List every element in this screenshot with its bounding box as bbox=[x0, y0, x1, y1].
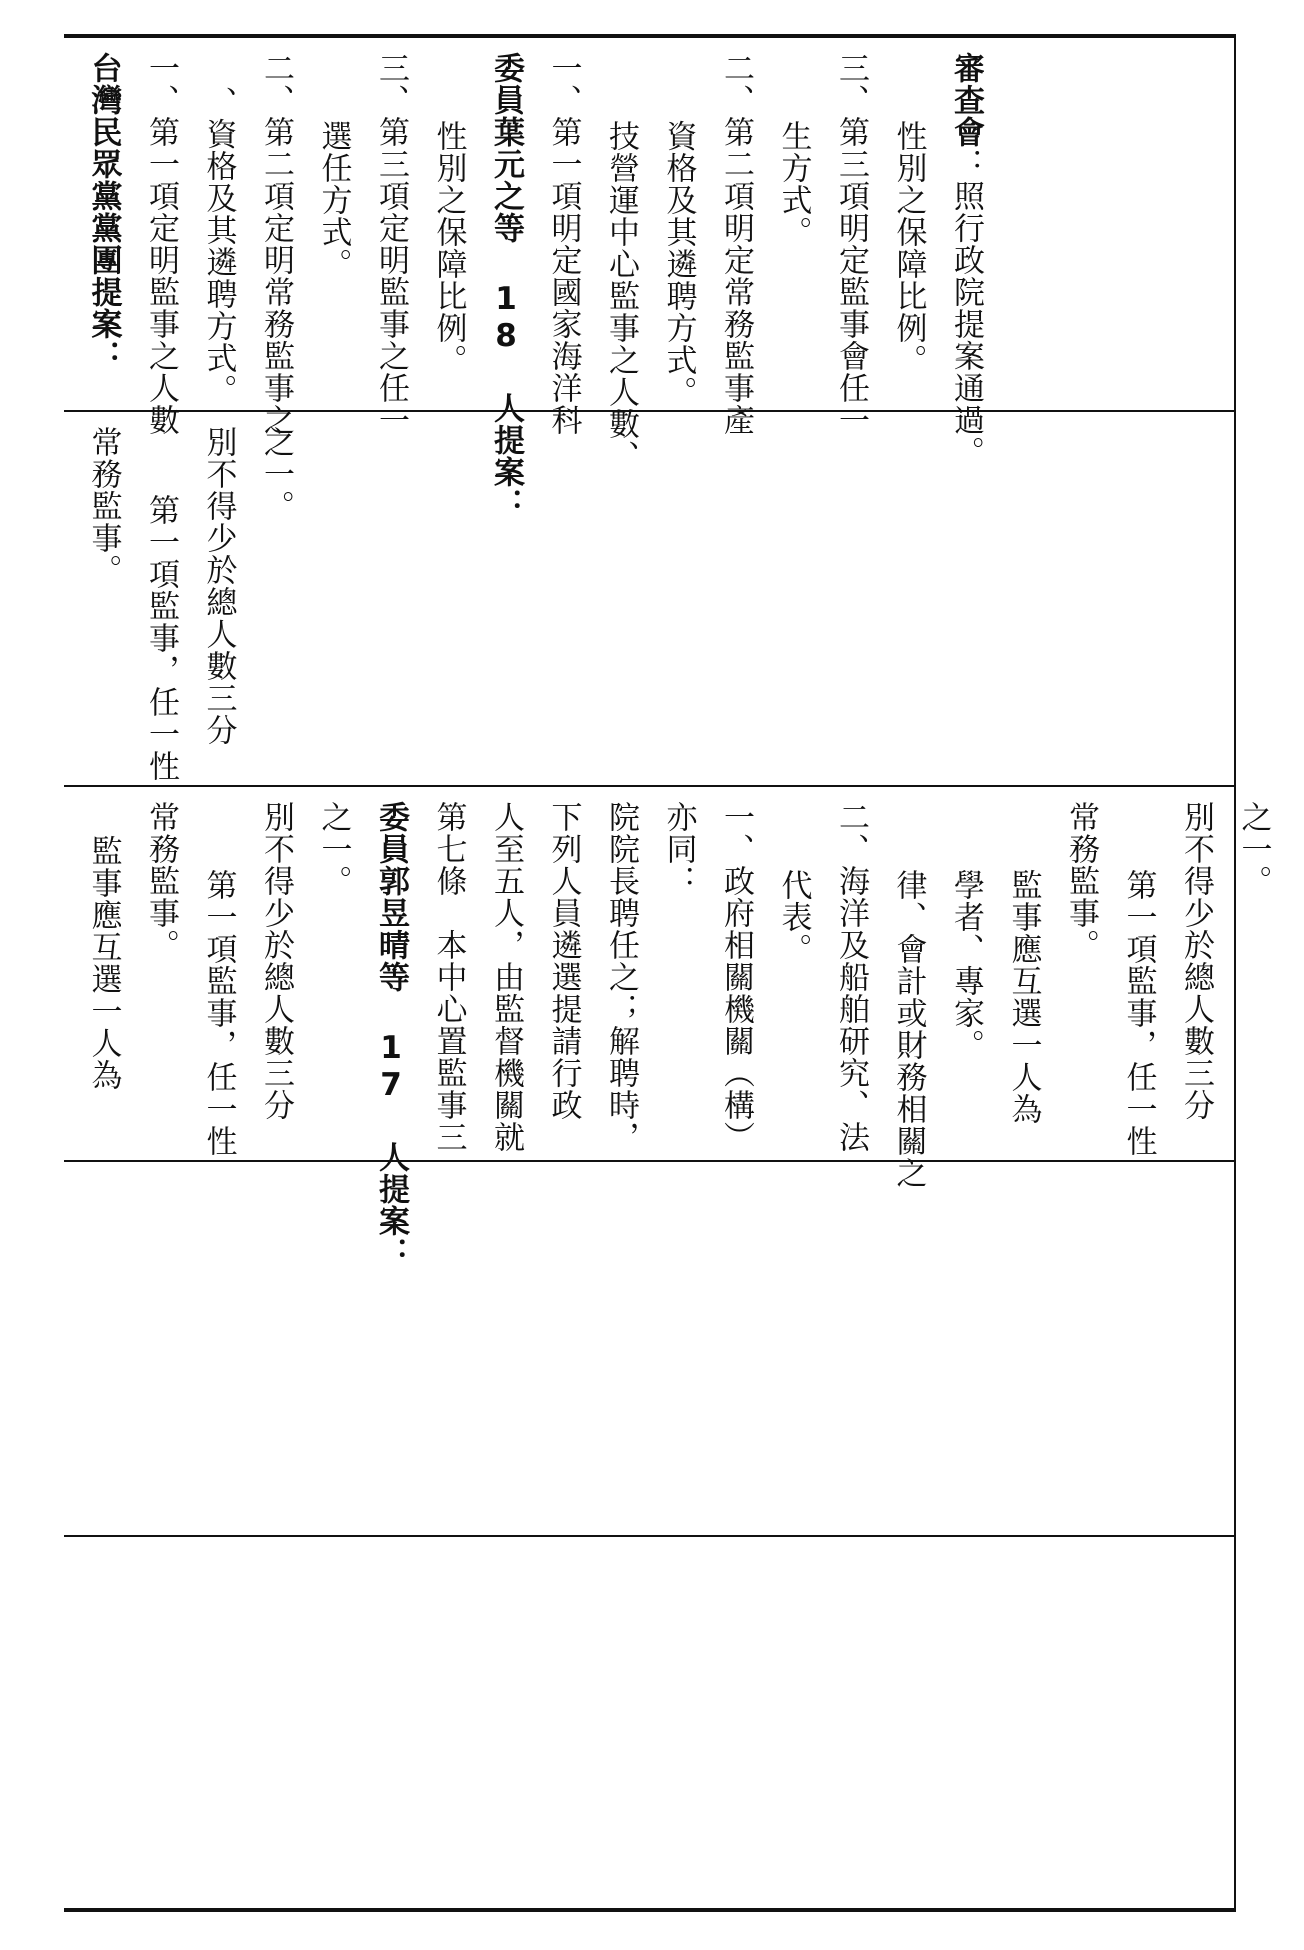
s3-text-column bbox=[419, 801, 477, 1153]
column-text: 別不得少於總人數三分 bbox=[258, 801, 294, 1121]
s1-text-column bbox=[74, 52, 132, 372]
column-text: 選任方式。 bbox=[315, 120, 352, 280]
s3-text-column bbox=[74, 801, 132, 1091]
column-text: 台灣民眾黨黨團提案： bbox=[85, 52, 122, 372]
s2-text-column bbox=[189, 426, 247, 746]
column-text: 性別之保障比例。 bbox=[890, 120, 927, 376]
column-text: 常務監事。 bbox=[1063, 801, 1099, 961]
column-text: 常務監事。 bbox=[143, 801, 179, 961]
s1-text-column bbox=[707, 52, 765, 436]
column-text: 之一。 bbox=[1235, 801, 1272, 897]
column-text: 別不得少於總人數三分 bbox=[200, 426, 237, 746]
column-text: 常務監事。 bbox=[85, 426, 122, 586]
s3-text-column bbox=[764, 801, 822, 965]
s1-text-column bbox=[937, 52, 995, 468]
s1-text-column bbox=[189, 52, 247, 406]
s1-text-column bbox=[419, 52, 477, 376]
s3-text-column bbox=[707, 801, 765, 1153]
s1-text-column bbox=[247, 52, 305, 436]
column-text: 二、海洋及船舶研究、法 bbox=[833, 801, 869, 1153]
s3-text-column bbox=[477, 801, 535, 1153]
column-text: 性別之保障比例。 bbox=[430, 120, 467, 376]
s3-text-column bbox=[822, 801, 880, 1153]
s1-text-column bbox=[362, 52, 420, 436]
column-text: 委員郭昱晴等 17 人提案： bbox=[373, 801, 409, 1269]
s1-text-column bbox=[534, 52, 592, 436]
column-text: 人至五人，由監督機關就 bbox=[488, 801, 524, 1153]
s1-text-column bbox=[592, 52, 650, 472]
column-text: 一、第一項定明監事之人數 bbox=[143, 52, 179, 436]
column-text: 、資格及其遴聘方式。 bbox=[200, 86, 237, 406]
s3-text-column bbox=[592, 801, 650, 1153]
column-text: ：照行政院提案通過。 bbox=[948, 148, 984, 468]
column-text: 第一項監事，任一性 bbox=[1120, 869, 1157, 1157]
section-5 bbox=[64, 1537, 1234, 1908]
section-3 bbox=[64, 787, 1272, 1269]
column-text: 律、會計或財務相關之 bbox=[890, 869, 927, 1189]
s3-text-column bbox=[937, 801, 995, 1061]
s1-text-column bbox=[879, 52, 937, 376]
s3-text-column bbox=[189, 801, 247, 1157]
s3-text-column bbox=[132, 801, 190, 961]
s3-text-column bbox=[1224, 801, 1282, 897]
bottom-rule bbox=[64, 1908, 1236, 1912]
column-text: 學者、專家。 bbox=[948, 869, 984, 1061]
column-text: 監事應互選一人為 bbox=[1005, 869, 1042, 1125]
column-text: 技營運中心監事之人數、 bbox=[603, 120, 639, 472]
column-text: 監事應互選一人為 bbox=[85, 835, 122, 1091]
column-text: 之一。 bbox=[315, 801, 352, 897]
s3-text-column bbox=[1167, 801, 1225, 1121]
column-text: 下列人員遴選提請行政 bbox=[545, 801, 582, 1121]
column-text: 生方式。 bbox=[775, 120, 812, 248]
s3-text-column bbox=[649, 801, 707, 897]
s1-text-column bbox=[649, 52, 707, 408]
column-text: 第七條 本中心置監事三 bbox=[430, 801, 467, 1153]
column-text: 二、第二項定明常務監事之 bbox=[258, 52, 294, 436]
s2-text-column bbox=[132, 426, 190, 782]
column-text: 三、第三項定明監事之任一 bbox=[373, 52, 409, 436]
column-text: 之一。 bbox=[258, 426, 294, 522]
column-text: 院院長聘任之；解聘時， bbox=[603, 801, 639, 1153]
column-text: 別不得少於總人數三分 bbox=[1178, 801, 1214, 1121]
s3-text-column bbox=[994, 801, 1052, 1125]
s1-text-column bbox=[132, 52, 190, 436]
column-text: 一、政府相關機關（構） bbox=[718, 801, 754, 1153]
s1-text-column bbox=[764, 52, 822, 248]
column-text: 亦同： bbox=[660, 801, 697, 897]
right-border bbox=[1234, 34, 1236, 1912]
review-committee-label: 審查會 bbox=[948, 52, 984, 148]
s1-text-column bbox=[304, 52, 362, 280]
column-text: 一、第一項明定國家海洋科 bbox=[545, 52, 582, 436]
s3-text-column bbox=[1052, 801, 1110, 961]
column-text: 三、第三項明定監事會任一 bbox=[833, 52, 869, 436]
s2-text-column bbox=[247, 426, 305, 522]
column-text: 二、第二項明定常務監事產 bbox=[718, 52, 754, 436]
column-text: 委員葉元之等 18 人提案： bbox=[488, 52, 524, 520]
s1-text-column bbox=[822, 52, 880, 436]
section-2 bbox=[64, 412, 1234, 785]
s3-text-column bbox=[879, 801, 937, 1189]
column-text: 代表。 bbox=[775, 869, 812, 965]
s3-text-column bbox=[1109, 801, 1167, 1157]
s2-text-column bbox=[74, 426, 132, 586]
column-text: 資格及其遴聘方式。 bbox=[660, 120, 697, 408]
s3-text-column bbox=[247, 801, 305, 1121]
column-text: 第一項監事，任一性 bbox=[143, 494, 179, 782]
s3-text-column bbox=[304, 801, 362, 897]
section-4 bbox=[64, 1162, 1234, 1535]
s3-text-column bbox=[534, 801, 592, 1121]
column-text: 第一項監事，任一性 bbox=[200, 869, 237, 1157]
